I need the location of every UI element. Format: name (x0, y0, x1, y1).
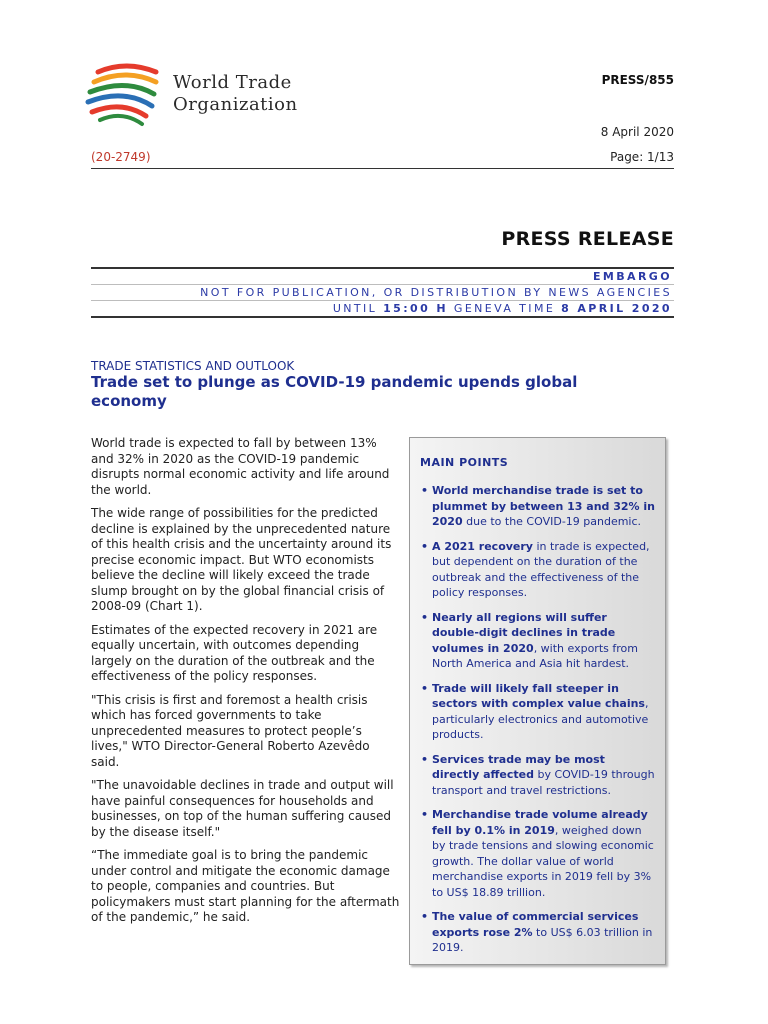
main-points-box (409, 437, 666, 965)
embargo-label: EMBARGO (91, 267, 674, 285)
reference-number: (20-2749) (91, 150, 151, 164)
main-point-item: • A 2021 recovery in trade is expected, but dependent on the duration of the outbreak and the effectiveness of the policy responses. (420, 539, 655, 601)
main-point-item: • Trade will likely fall steeper in sectors with complex value chains, particularly electronics and automotive products. (420, 681, 655, 743)
org-name-line1: World Trade (173, 72, 292, 93)
wto-logo (84, 58, 164, 128)
main-point-item: • Services trade may be most directly affected by COVID-19 through transport and travel restrictions. (420, 752, 655, 799)
main-point-item: • Nearly all regions will suffer double-digit declines in trade volumes in 2020, with exports from North America and Asia hit hardest. (420, 610, 655, 672)
main-points-list (420, 483, 655, 956)
main-point-item: • The value of commercial services exports rose 2% to US$ 6.03 trillion in 2019. (420, 909, 655, 956)
body-paragraph: “The immediate goal is to bring the pandemic under control and mitigate the economic damage to people, companies and countries. But policymakers must start planning for the aftermath of the pandemic,” he said. (91, 848, 400, 924)
embargo-distribution: NOT FOR PUBLICATION, OR DISTRIBUTION BY NEWS AGENCIES (91, 285, 674, 301)
press-code: PRESS/855 (601, 73, 674, 87)
headline: Trade set to plunge as COVID-19 pandemic upends global economy (91, 373, 578, 410)
body-paragraph: Estimates of the expected recovery in 2021 are equally uncertain, with outcomes depending largely on the duration of the outbreak and the effectiveness of the policy responses. (91, 622, 378, 683)
release-date: 8 April 2020 (600, 125, 674, 139)
organization-name (173, 72, 298, 116)
body-paragraph: "The unavoidable declines in trade and output will have painful consequences for households and businesses, on top of the human suffering caused by the disease itself." (91, 778, 394, 839)
body-paragraph: The wide range of possibilities for the predicted decline is explained by the unprecedented nature of this health crisis and the uncertainty around its precise economic impact. But WTO economists believe the decline will likely exceed the trade slump brought on by the global financial crisis of 2008-09 (Chart 1). (91, 506, 392, 613)
main-point-item: • Merchandise trade volume already fell by 0.1% in 2019, weighed down by trade tensions and slowing economic growth. The dollar value of world merchandise exports in 2019 fell by 3% to US$ 18.89 trillion. (420, 807, 655, 900)
article-body (91, 436, 401, 934)
page-indicator: Page: 1/13 (610, 150, 674, 164)
main-point-item: • World merchandise trade is set to plummet by between 13 and 32% in 2020 due to the COVID-19 pandemic. (420, 483, 655, 530)
header-divider (91, 168, 674, 169)
section-tag: TRADE STATISTICS AND OUTLOOK (91, 359, 295, 373)
document-title: PRESS RELEASE (501, 228, 674, 250)
embargo-until: UNTIL 15:00 H GENEVA TIME 8 APRIL 2020 (91, 301, 674, 318)
embargo-notice (91, 267, 674, 318)
org-name-line2: Organization (173, 94, 298, 115)
body-paragraph: "This crisis is first and foremost a health crisis which has forced governments to take unprecedented measures to protect people’s lives," WTO Director-General Roberto Azevêdo said. (91, 692, 370, 769)
main-points-heading: MAIN POINTS (420, 456, 509, 469)
body-paragraph: World trade is expected to fall by between 13% and 32% in 2020 as the COVID-19 pandemic disrupts normal economic activity and life around the world. (91, 436, 390, 497)
